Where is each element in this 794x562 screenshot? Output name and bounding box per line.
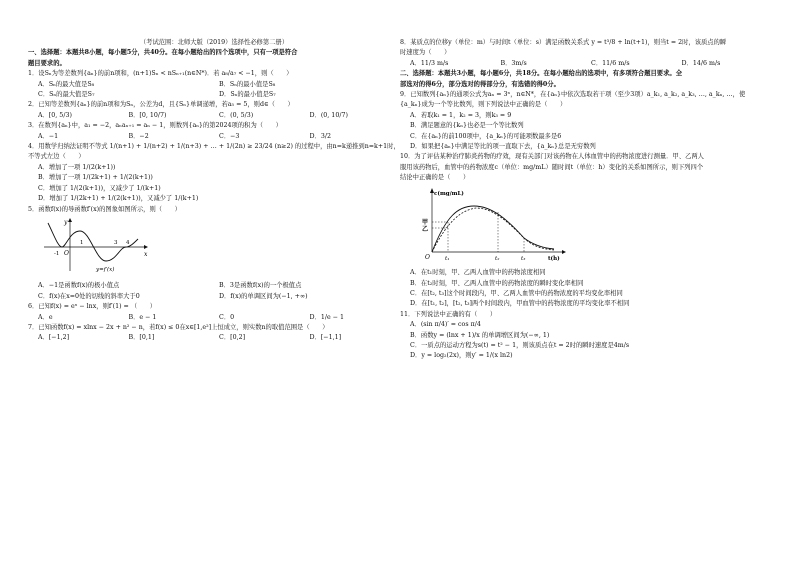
q2-option-d: D．(0, 10/7) — [309, 111, 348, 119]
question-7: 7．已知函数f(x) = xlnx − 2x + n² − n，若f(x) ≤ 0在x∈[1,e²]上恒成立，则实数n的取值范围是（ ） — [28, 323, 329, 331]
q7-option-c: C．[0,2] — [219, 334, 246, 342]
q5-x-arrow — [144, 245, 148, 249]
left-column — [28, 38, 400, 344]
section2-title: 二、选择题：本题共3小题，每小题6分，共18分。在每小题给出的选项中，有多项符合题目要求。全 — [400, 70, 682, 78]
q4-option-c: C．增加了 1/(2(k+1))，又减少了 1/(k+1) — [38, 184, 161, 192]
q8-option-c: C．11/6 m/s — [591, 59, 630, 67]
q11-option-d: D．y = log₂(2x)，则y′ = 1/(x ln2) — [410, 352, 513, 360]
q5-tick-3: 3 — [114, 239, 118, 246]
q9-option-d: D．如果把{aₙ}中满足等比的项一直取下去，{a_kₙ}总是无穷数列 — [410, 143, 596, 151]
q11-option-b: B．函数y = (lnx + 1)/x 的单调增区间为(−∞, 1) — [410, 331, 550, 339]
question-6: 6．已知f(x) = eˣ − lnx，则f′(1) = （ ） — [28, 303, 157, 311]
question-1: 1．设Sₙ为等差数列{aₙ}的前n项和，(n+1)Sₙ < nSₙ₊₁(n∈N*)．若 a₈/a₇ < −1，则（ ） — [28, 70, 293, 78]
q11-option-a: A．(sin π/4)′ = cos π/4 — [410, 321, 481, 329]
question-8: 8．某质点的位移y（单位：m）与时间t（单位：s）满足函数关系式 y = t³/8 + ln(t+1)，则当t = 2时，该质点的瞬 — [400, 39, 727, 46]
q8-option-a: A．11/3 m/s — [410, 59, 449, 67]
q3-option-a: A．−1 — [38, 132, 59, 140]
q10-label-jia: 甲 — [422, 218, 429, 226]
q7-option-a: A．[−1,2] — [38, 334, 70, 342]
q7-option-d: D．[−1,1] — [309, 334, 342, 342]
q10-tick-t2: t₂ — [495, 255, 500, 262]
q7-option-b: B．[0,1] — [128, 334, 155, 342]
q5-curve-label: y=f′(x) — [96, 266, 115, 273]
q10-option-c: C．在[t₂, t₃]这个时间段内，甲、乙两人血管中的药物浓度的平均变化率相同 — [410, 289, 623, 297]
question-11: 11．下列说法中正确的有（ ） — [400, 310, 497, 318]
q10-label-yi: 乙 — [422, 225, 429, 233]
q4-option-d: D．增加了 1/(2k+1) + 1/(2(k+1))，又减少了 1/(k+1) — [38, 195, 199, 203]
q5-y-label: y — [64, 218, 68, 226]
q2-option-c: C．(0, 5/3) — [219, 111, 254, 119]
q11-option-c: C．一质点的运动方程为s(t) = t² − 1，则该质点在t = 2时的瞬时速度是4m/s — [410, 341, 630, 349]
q5-graph-svg — [40, 217, 150, 275]
q2-options — [28, 111, 400, 121]
q10-option-a: A．在t₁时刻，甲、乙两人血管中的药物浓度相同 — [410, 269, 546, 277]
q6-option-c: C．0 — [219, 313, 235, 321]
question-10: 10．为了评估某种治疗肺炎药物的疗效，现有关部门对该药物在人体血管中的药物浓度进行测量．甲、乙两人 — [400, 153, 704, 161]
q4-option-a: A．增加了一项 1/(2(k+1)) — [38, 163, 116, 171]
question-2: 2．已知等差数列{aₙ}的前n项和为Sₙ，公差为d，且{Sₙ}单调递增，若a₅ = 5，则d∈（ ） — [28, 101, 294, 109]
q1-options — [28, 80, 400, 90]
q5-x-label: x — [144, 250, 148, 258]
section1-title: 一、选择题：本题共8小题，每小题5分，共40分。在每小题给出的四个选项中，只有一项是符合 — [28, 49, 298, 57]
q10-origin: O — [425, 253, 430, 261]
q8-option-b: B．3m/s — [500, 59, 527, 67]
q10-option-d: D．在[t₁, t₂]，[t₂, t₃]两个时间段内，甲血管中的药物浓度的平均变化率不相同 — [410, 300, 630, 308]
question-10-cont2: 结论中正确的是（ ） — [400, 174, 470, 182]
q8-options — [400, 59, 772, 69]
question-5: 5．函数f(x)的导函数f′(x)的图象如图所示，则（ ） — [28, 205, 181, 213]
q10-option-b: B．在t₂时刻，甲、乙两人血管中的药物浓度的瞬时变化率相同 — [410, 279, 584, 287]
right-column — [400, 38, 772, 362]
q1-options-2 — [28, 90, 400, 100]
q2-option-b: B．[0, 10/7) — [128, 111, 167, 119]
q9-option-a: A．若取k₁ = 1，k₂ = 3，则k₃ = 9 — [410, 111, 512, 119]
q3-option-d: D．3/2 — [309, 132, 331, 140]
q10-tick-t1: t₁ — [445, 255, 450, 262]
question-10-cont: 服用该药物后，血管中的药物浓度c（单位：mg/mL）随时间t（单位：h）变化的关系如图所示，则下列四个 — [400, 163, 704, 171]
question-4-cont: 不等式左边（ ） — [28, 153, 85, 161]
q1-option-b: B．Sₙ的最小值是S₈ — [219, 80, 276, 88]
q10-graph-svg — [412, 186, 572, 262]
q3-options — [28, 132, 400, 142]
q1-option-d: D．Sₙ的最小值是S₇ — [219, 91, 276, 99]
q3-option-c: C．−3 — [219, 132, 240, 140]
q5-curve — [48, 223, 138, 261]
q10-tick-t3: t₃ — [521, 255, 526, 262]
q10-x-arrow — [562, 250, 566, 254]
q5-tick-neg1: -1 — [54, 250, 60, 257]
section1-title-cont: 题目要求的。 — [28, 59, 66, 67]
q5-option-d: D．f(x)的单调区间为(−1, +∞) — [219, 292, 308, 300]
question-9-cont: {a_kₙ}成为一个等比数列，则下列说法中正确的是（ ） — [400, 101, 567, 109]
q8-option-d: D．14/6 m/s — [681, 59, 721, 67]
q5-origin: O — [64, 249, 69, 257]
q10-curve-jia — [432, 206, 554, 252]
q3-option-b: B．−2 — [128, 132, 149, 140]
q6-option-b: B．e − 1 — [128, 313, 157, 321]
q5-options-2 — [28, 292, 400, 302]
question-4: 4．用数学归纳法证明不等式 1/(n+1) + 1/(n+2) + 1/(n+3) + … + 1/(2n) ≥ 23/24 (n≥2) 的过程中，由n=k递推到n=k+1时， — [28, 143, 400, 151]
q5-y-arrow — [68, 218, 72, 222]
q2-option-a: A．[0, 5/3) — [38, 111, 72, 119]
q6-options — [28, 313, 400, 323]
q9-option-b: B．满足题意的{kₙ}也必是一个等比数列 — [410, 122, 524, 130]
q10-y-label: c(mg/mL) — [434, 190, 464, 197]
q1-option-c: C．Sₙ的最大值是S₇ — [38, 91, 95, 99]
q9-option-c: C．在{aₙ}的前100项中，{a_kₙ}的可能项数最多是6 — [410, 132, 562, 140]
q1-option-a: A．Sₙ的最大值是S₈ — [38, 80, 95, 88]
section2-title-cont: 部选对的得6分，部分选对的得部分分，有选错的得0分。 — [400, 80, 560, 88]
q10-curve-yi — [432, 208, 554, 252]
q10-concentration-graph — [412, 186, 772, 266]
q4-option-b: B．增加了一项 1/(2k+1) + 1/(2(k+1)) — [38, 174, 153, 182]
q6-option-a: A．e — [38, 313, 53, 321]
q5-tick-1: 1 — [80, 239, 84, 246]
question-9: 9．已知数列{aₙ}的通项公式为aₙ = 3ⁿ，n∈N*，在{aₙ}中依次选取若干项（至少3项）a_k₁, a_k₂, a_k₃, …, a_kₙ, …，使 — [400, 91, 746, 99]
q7-options — [28, 333, 400, 343]
q5-option-a: A．−1是函数f(x)的极小值点 — [38, 282, 120, 290]
q5-derivative-graph — [40, 217, 400, 279]
q5-options — [28, 281, 400, 291]
question-3: 3．在数列{aₙ}中，a₁ = −2，aₙaₙ₊₁ = aₙ − 1，则数列{aₙ}的第2024项的积为（ ） — [28, 122, 282, 130]
q5-option-c: C．f(x)在x=0处的切线的斜率大于0 — [38, 292, 140, 300]
exam-scope-header: （考试范围：北师大版（2019）选择性必修第二册） — [139, 39, 289, 46]
q5-option-b: B．3是函数f(x)的一个极值点 — [219, 282, 302, 290]
q6-option-d: D．1/e − 1 — [309, 313, 344, 321]
question-8-cont: 时速度为（ ） — [400, 49, 451, 57]
q5-tick-4: 4 — [126, 239, 130, 246]
q10-x-label: t(h) — [548, 255, 560, 262]
